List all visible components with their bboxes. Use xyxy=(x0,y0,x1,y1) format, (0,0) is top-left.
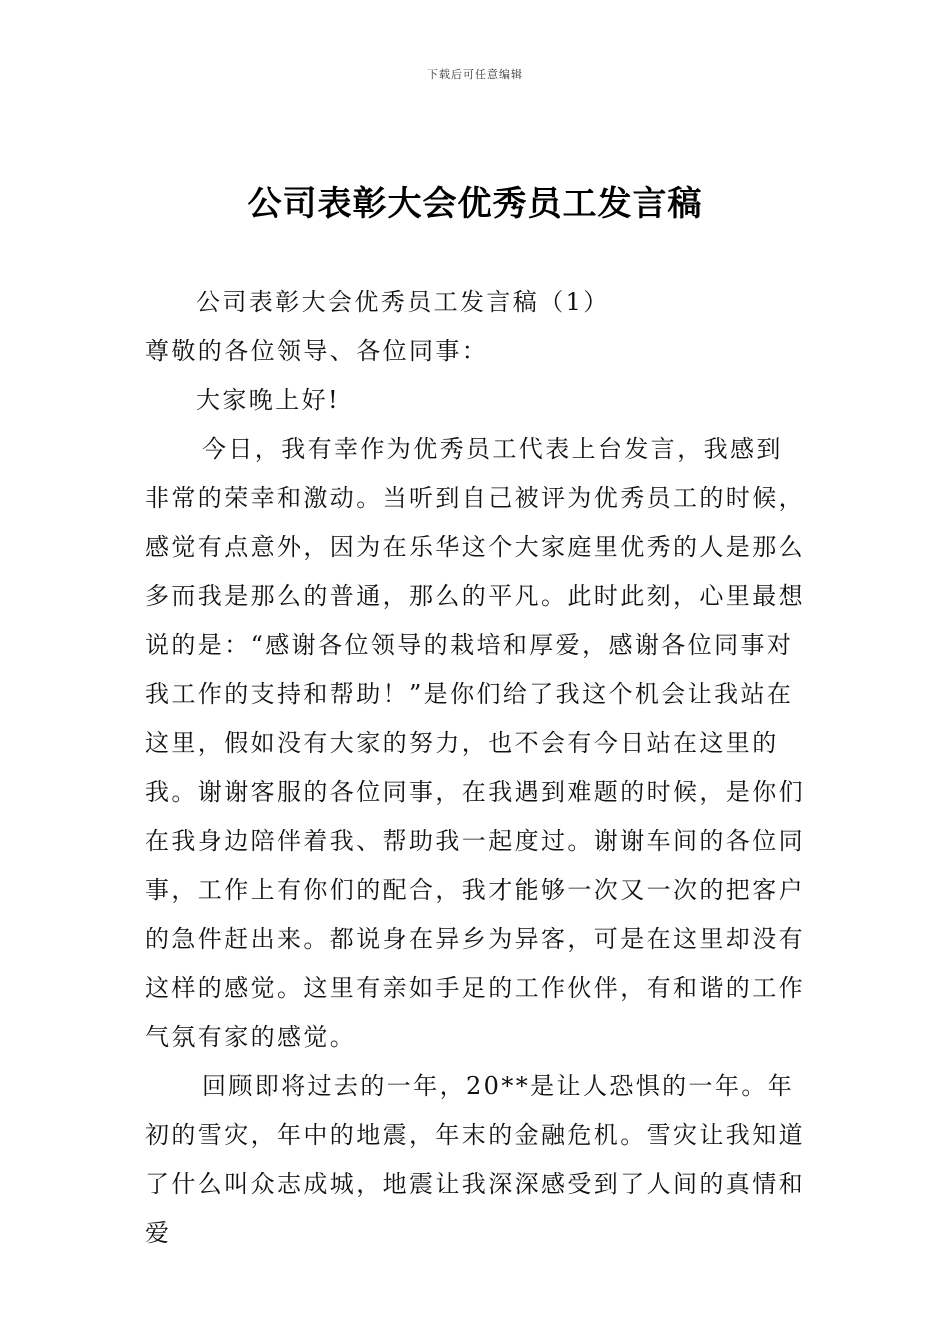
greeting: 大家晚上好! xyxy=(196,386,341,414)
paragraph-2: 回顾即将过去的一年，20**是让人恐惧的一年。年初的雪灾，年中的地震，年末的金融危机。雪灾让我知道了什么叫众志成城，地震让我深深感受到了人间的真情和爱 xyxy=(145,1072,805,1247)
salutation: 尊敬的各位领导、各位同事： xyxy=(145,337,489,365)
speech-subtitle: 公司表彰大会优秀员工发言稿（1） xyxy=(196,288,610,316)
header-note: 下载后可任意编辑 xyxy=(427,68,523,81)
document-body xyxy=(145,278,807,1258)
paragraph-1: 今日，我有幸作为优秀员工代表上台发言，我感到非常的荣幸和激动。当听到自己被评为优秀员工的时候，感觉有点意外，因为在乐华这个大家庭里优秀的人是那么多而我是那么的普通，那么的平凡。此时此刻，心里最想说的是：“感谢各位领导的栽培和厚爱，感谢各位同事对我工作的支持和帮助！”是你们给了我这个机会让我站在这里，假如没有大家的努力，也不会有今日站在这里的我。谢谢客服的各位同事，在我遇到难题的时候，是你们在我身边陪伴着我、帮助我一起度过。谢谢车间的各位同事，工作上有你们的配合，我才能够一次又一次的把客户的急件赶出来。都说身在异乡为异客，可是在这里却没有这样的感觉。这里有亲如手足的工作伙伴，有和谐的工作气氛有家的感觉。 xyxy=(145,435,805,1051)
document-title: 公司表彰大会优秀员工发言稿 xyxy=(247,184,703,224)
